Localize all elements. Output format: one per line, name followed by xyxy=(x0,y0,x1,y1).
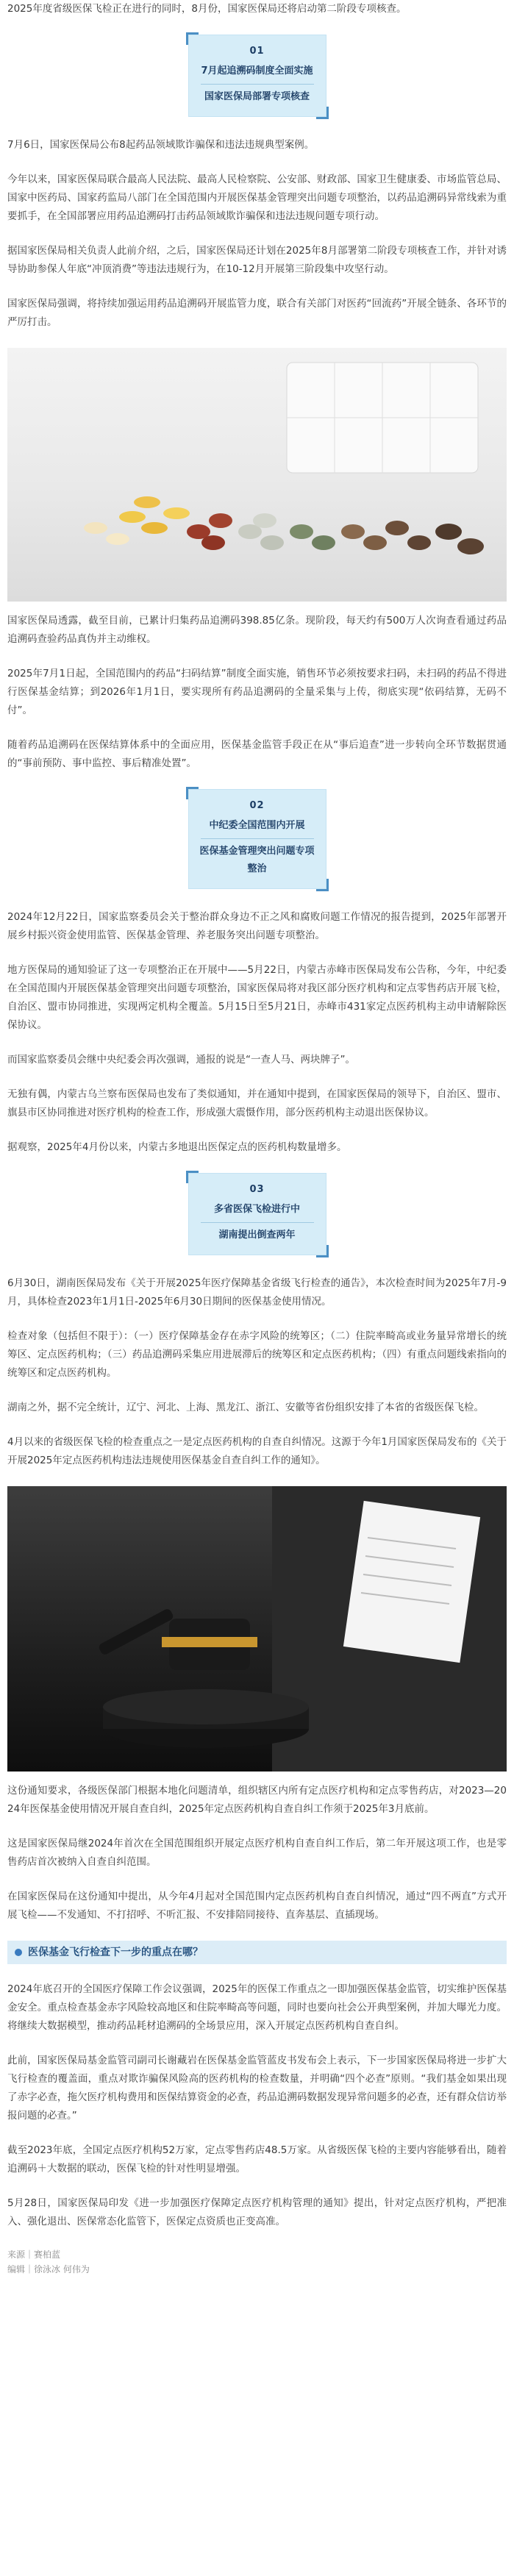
gavel-photo xyxy=(7,1486,507,1772)
section-title-line: 7月起追溯码制度全面实施 xyxy=(201,65,313,76)
body-paragraph: 在国家医保局在这份通知中提出，从今年4月起对全国范围内定点医药机构自查自纠情况，通过“四不两直”方式开展飞检——不发通知、不打招呼、不听汇报、不安排陪同接待、直奔基层、直插现场。 xyxy=(7,1891,507,1921)
pills-illustration xyxy=(7,348,507,602)
source-credit: 来源｜赛柏蓝 xyxy=(7,2249,61,2260)
body-paragraph: 据国家医保局相关负责人此前介绍，之后，国家医保局还计划在2025年8月部署第二阶段专项核查工作，并针对诱导协助参保人年底“冲顶消费”等违法违规行为，在10-12月开展第三阶段集中攻坚行动。 xyxy=(7,245,507,275)
body-paragraph: 而国家监察委员会继中央纪委会再次强调，通报的说是“一查人马、两块牌子”。 xyxy=(7,1054,355,1066)
body-paragraph: 这是国家医保局继2024年首次在全国范围组织开展定点医疗机构自查自纠工作后，第二年开展这项工作，也是零售药店首次被纳入自查自纠范围。 xyxy=(7,1838,507,1868)
body-paragraph: 国家医保局强调，将持续加强运用药品追溯码开展监管力度，联合有关部门对医药“回流药”开展全链条、各环节的严厉打击。 xyxy=(7,298,507,328)
section-title-line: 多省医保飞检进行中 xyxy=(213,1204,300,1215)
section-divider xyxy=(201,84,314,85)
body-paragraph: 2024年12月22日，国家监察委员会关于整治群众身边不正之风和腐败问题工作情况的报告提到，2025年部署开展乡村振兴资金使用监管、医保基金管理、养老服务突出问题专项整治。 xyxy=(7,911,507,941)
editor-credit: 编辑｜徐泳冰 何伟为 xyxy=(7,2264,90,2274)
body-paragraph: 检查对象（包括但不限于）：（一）医疗保障基金存在赤字风险的统筹区；（二）住院率畸高或业务量异常增长的统筹区、定点医药机构；（三）药品追溯码采集应用进展滞后的统筹区和定点医药机构；（四）有重点问题线索指向的统筹区和定点医药机构。 xyxy=(7,1330,507,1379)
bullet-icon xyxy=(15,1949,22,1956)
section-heading-card xyxy=(188,35,326,117)
body-paragraph: 国家医保局透露，截至目前，已累计归集药品追溯码398.85亿条。现阶段，每天约有500万人次询查看通过药品追溯码查验药品真伪并主动维权。 xyxy=(7,615,507,645)
body-paragraph: 2024年底召开的全国医疗保障工作会议强调，2025年的医保工作重点之一即加强医保基金监管，切实维护医保基金安全。重点检查基金赤字风险较高地区和住院率畸高等问题，同时也要向社会公开典型案例，并加大曝光力度。将继续大数据模型，推动药品耗材追溯码的全场景应用，深入开展定点医药机构自查自纠。 xyxy=(7,1983,507,2032)
body-paragraph: 地方医保局的通知验证了这一专项整治正在开展中——5月22日，内蒙古赤峰市医保局发布公告称，今年，中纪委在全国范围内开展医保基金管理突出问题专项整治，国家医保局将对我区部分医疗机构和定点零售药店开展飞检，自治区、盟市协同推进，实现两定机构全覆盖。5月15日至5月21日，赤峰市431家定点医药机构主动申请解除医保协议。 xyxy=(7,964,507,1031)
body-paragraph: 截至2023年底，全国定点医疗机构52万家，定点零售药店48.5万家。从省级医保飞检的主要内容能够看出，随着追溯码＋大数据的联动，医保飞检的针对性明显增强。 xyxy=(7,2144,507,2174)
body-paragraph: 据观察，2025年4月份以来，内蒙古多地退出医保定点的医药机构数量增多。 xyxy=(7,1141,347,1153)
section-title-line: 国家医保局部署专项核查 xyxy=(204,91,310,102)
section-number: 02 xyxy=(249,800,265,811)
body-paragraph: 随着药品追溯码在医保结算体系中的全面应用，医保基金监管手段正在从“事后追查”进一步转向全环节数据贯通的“事前预防、事中监控、事后精准处置”。 xyxy=(7,739,507,769)
intro-paragraph: 2025年度省级医保飞检正在进行的同时，8月份，国家医保局还将启动第二阶段专项核查。 xyxy=(7,3,407,15)
section-number: 03 xyxy=(249,1184,265,1195)
body-paragraph: 湖南之外，据不完全统计，辽宁、河北、上海、黑龙江、浙江、安徽等省份组织安排了本省的省级医保飞检。 xyxy=(7,1402,484,1413)
body-paragraph: 5月28日，国家医保局印发《进一步加强医疗保障定点医疗机构管理的通知》提出，针对定点医疗机构，严把准入、强化退出、医保常态化监管下，医保定点资质也正变高准。 xyxy=(7,2197,507,2227)
gavel-illustration xyxy=(7,1486,507,1772)
subheading-text: 医保基金飞行检查下一步的重点在哪？ xyxy=(28,1947,203,1958)
subheading-bar xyxy=(7,1941,507,1964)
body-paragraph: 今年以来，国家医保局联合最高人民法院、最高人民检察院、公安部、财政部、国家卫生健康委、市场监管总局、国家中医药局、国家药监局八部门在全国范围内开展医保基金管理突出问题专项整治，以药品追溯码异常线索为重要抓手，在全国部署应用药品追溯码打击药品领域欺诈骗保和违法违规问题专项行动。 xyxy=(7,174,507,222)
section-heading-card xyxy=(188,1173,326,1255)
section-number: 01 xyxy=(249,46,265,57)
body-paragraph: 7月6日，国家医保局公布8起药品领域欺诈骗保和违法违规典型案例。 xyxy=(7,139,315,151)
section-title-line: 中纪委全国范围内开展 xyxy=(209,820,305,831)
section-divider xyxy=(201,1222,314,1223)
section-title-line: 医保基金管理突出问题专项整治 xyxy=(199,846,315,874)
body-paragraph: 2025年7月1日起，全国范围内的药品“扫码结算”制度全面实施，销售环节必须按要求扫码，未扫码的药品不得进行医保基金结算；到2026年1月1日，要实现所有药品追溯码的全量采集与上传，彻底实现“依码结算，无码不付”。 xyxy=(7,668,507,716)
body-paragraph: 这份通知要求，各级医保部门根据本地化问题清单，组织辖区内所有定点医疗机构和定点零售药店，对2023—2024年医保基金使用情况开展自查自纠，2025年定点医药机构自查自纠工作须于2025年3月底前。 xyxy=(7,1785,507,1815)
body-paragraph: 4月以来的省级医保飞检的检查重点之一是定点医药机构的自查自纠情况。这源于今年1月国家医保局发布的《关于开展2025年定点医药机构违法违规使用医保基金自查自纠工作的通知》。 xyxy=(7,1436,507,1466)
section-heading-card xyxy=(188,789,326,889)
body-paragraph: 此前，国家医保局基金监管司副司长谢藏岩在医保基金监管蓝皮书发布会上表示，下一步国家医保局将进一步扩大飞行检查的覆盖面，重点对欺诈骗保风险高的医药机构的检查数量，并明确“四个必查”原则。“我们基金如果出现了赤字必查，拖欠医疗机构费用和医保结算资金的必查，药品追溯码数据发现异常问题多的必查，还有群众信访举报问题的必查。” xyxy=(7,2055,507,2122)
body-paragraph: 6月30日，湖南医保局发布《关于开展2025年医疗保障基金省级飞行检查的通告》，本次检查时间为2025年7月-9月，具体检查2023年1月1日-2025年6月30日期间的医保基金使用情况。 xyxy=(7,1277,507,1307)
section-divider xyxy=(201,838,314,839)
article-footer xyxy=(7,2247,507,2280)
section-title-line: 湖南提出倒查两年 xyxy=(218,1230,296,1241)
pills-photo xyxy=(7,348,507,602)
body-paragraph: 无独有偶，内蒙古乌兰察布医保局也发布了类似通知，并在通知中提到，在国家医保局的领导下，自治区、盟市、旗县市区协同推进对医疗机构的检查工作，形成强大震慑作用，部分医药机构主动退出医保协议。 xyxy=(7,1088,507,1118)
